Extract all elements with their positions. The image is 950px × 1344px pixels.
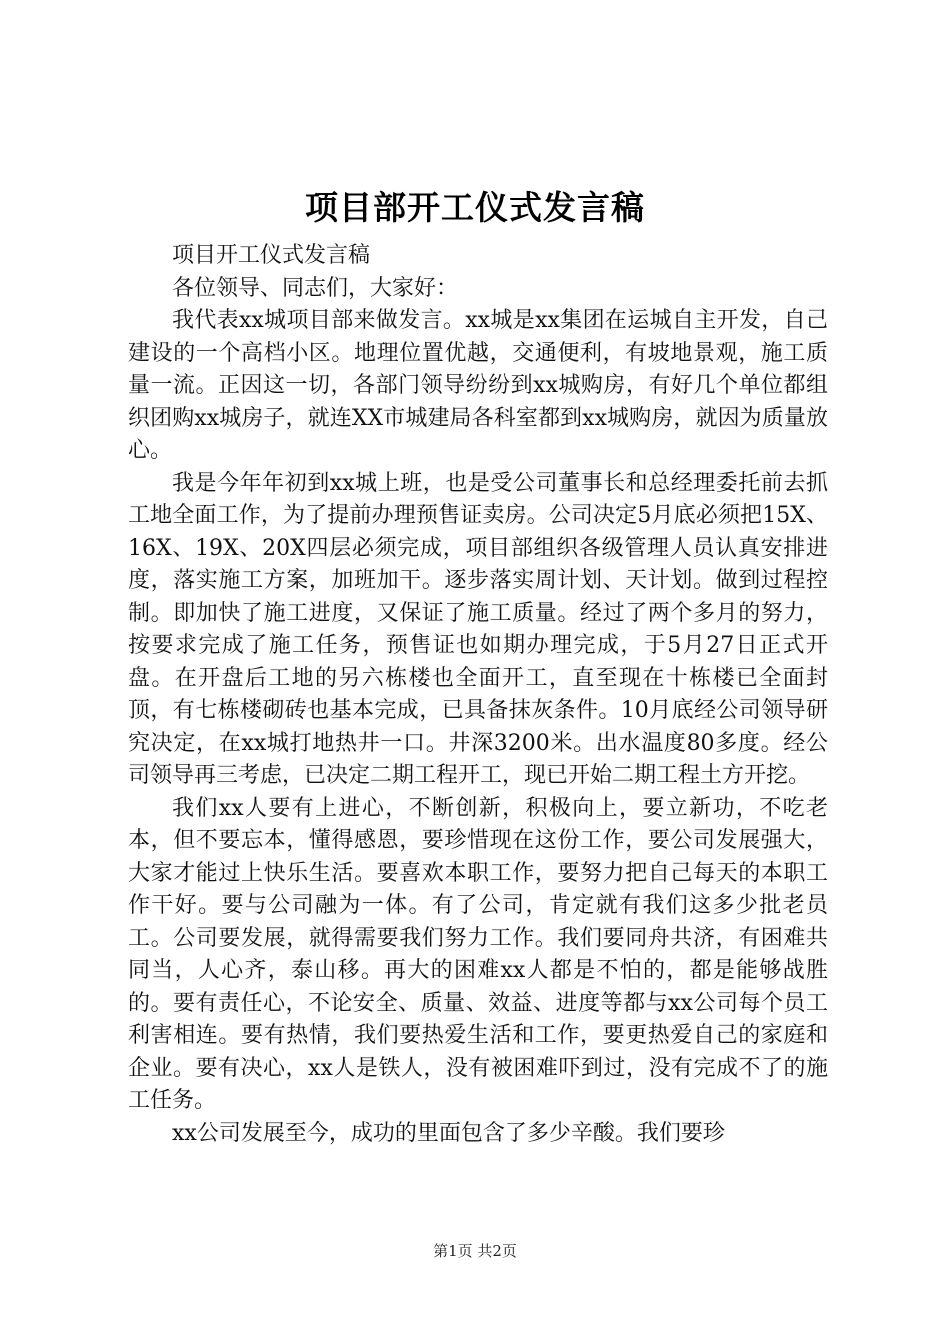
page-footer: 第1页 共2页	[433, 1242, 517, 1260]
paragraph-greeting: 各位领导、同志们，大家好：	[172, 275, 459, 301]
document-title: 项目部开工仪式发言稿	[305, 188, 645, 227]
paragraph-progress: 我是今年年初到xx城上班，也是受公司董事长和总经理委托前去抓工地全面工作，为了提前办理预售证卖房。公司决定5月底必须把15X、16X、19X、20X四层必须完成，项目部组织各级管理人员认真安排进度，落实施工方案，加班加干。逐步落实周计划、天计划。做到过程控制。即加快了施工进度，又保证了施工质量。经过了两个多月的努力，按要求完成了施工任务，预售证也如期办理完成，于5月27日正式开盘。在开盘后工地的另六栋楼也全面开工，直至现在十栋楼已全面封顶，有七栋楼砌砖也基本完成，已具备抹灰条件。10月底经公司领导研究决定，在xx城打地热井一口。井深3200米。出水温度80多度。经公司领导再三考虑，已决定二期工程开工，现已开始二期工程土方开挖。	[128, 470, 828, 788]
paragraph-subtitle: 项目开工仪式发言稿	[172, 243, 371, 268]
document-body	[128, 240, 828, 1150]
paragraph-intro: 我代表xx城项目部来做发言。xx城是xx集团在运城自主开发，自己建设的一个高档小区。地理位置优越，交通便利，有坡地景观，施工质量一流。正因这一切，各部门领导纷纷到xx城购房，有好几个单位都组织团购xx城房子，就连XX市城建局各科室都到xx城购房，就因为质量放心。	[128, 308, 828, 463]
paragraph-spirit: 我们xx人要有上进心，不断创新，积极向上，要立新功，不吃老本，但不要忘本，懂得感恩，要珍惜现在这份工作，要公司发展强大，大家才能过上快乐生活。要喜欢本职工作，要努力把自己每天的本职工作干好。要与公司融为一体。有了公司，肯定就有我们这多少批老员工。公司要发展，就得需要我们努力工作。我们要同舟共济，有困难共同当，人心齐，泰山移。再大的困难xx人都是不怕的，都是能够战胜的。要有责任心，不论安全、质量、效益、进度等都与xx公司每个员工利害相连。要有热情，我们要热爱生活和工作，要更热爱自己的家庭和企业。要有决心，xx人是铁人，没有被困难吓到过，没有完成不了的施工任务。	[128, 795, 828, 1113]
paragraph-closing: xx公司发展至今，成功的里面包含了多少辛酸。我们要珍	[172, 1120, 725, 1146]
